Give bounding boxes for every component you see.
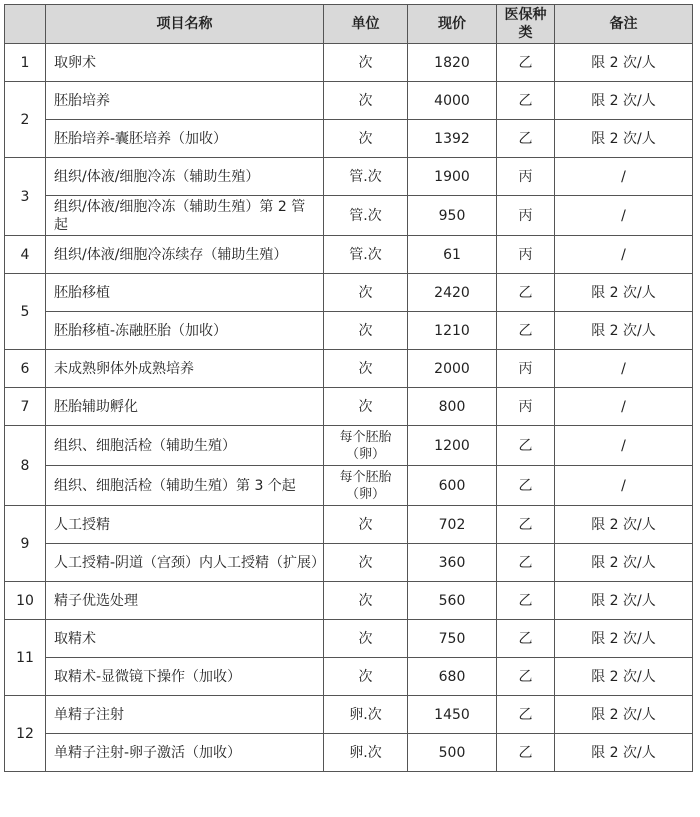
- insurance-type-cell: 乙: [497, 44, 555, 82]
- insurance-type-cell: 乙: [497, 466, 555, 506]
- note-cell: /: [555, 196, 693, 236]
- item-name-cell: 组织/体液/细胞冷冻续存（辅助生殖）: [46, 236, 324, 274]
- header-price: 现价: [408, 5, 497, 44]
- item-name-cell: 取精术: [46, 620, 324, 658]
- header-insurance: 医保种类: [497, 5, 555, 44]
- unit-cell: 次: [324, 582, 408, 620]
- note-cell: /: [555, 466, 693, 506]
- item-name-cell: 单精子注射-卵子激活（加收）: [46, 734, 324, 772]
- table-row: [5, 44, 693, 82]
- table-row: [5, 426, 693, 466]
- item-name-cell: 组织/体液/细胞冷冻（辅助生殖）第 2 管起: [46, 196, 324, 236]
- note-cell: 限 2 次/人: [555, 658, 693, 696]
- item-name-cell: 精子优选处理: [46, 582, 324, 620]
- table-row: [5, 506, 693, 544]
- header-unit: 单位: [324, 5, 408, 44]
- table-row: [5, 466, 693, 506]
- row-number: 9: [5, 506, 46, 582]
- item-name-cell: 组织/体液/细胞冷冻（辅助生殖）: [46, 158, 324, 196]
- note-cell: 限 2 次/人: [555, 734, 693, 772]
- insurance-type-cell: 丙: [497, 350, 555, 388]
- row-number: 1: [5, 44, 46, 82]
- header-row: [5, 5, 693, 44]
- insurance-type-cell: 乙: [497, 620, 555, 658]
- table-row: [5, 82, 693, 120]
- unit-cell: 管.次: [324, 236, 408, 274]
- note-cell: 限 2 次/人: [555, 544, 693, 582]
- unit-cell: 卵.次: [324, 734, 408, 772]
- unit-cell: 次: [324, 544, 408, 582]
- insurance-type-cell: 丙: [497, 236, 555, 274]
- insurance-type-cell: 乙: [497, 658, 555, 696]
- note-cell: 限 2 次/人: [555, 696, 693, 734]
- unit-cell: 次: [324, 350, 408, 388]
- unit-cell: 卵.次: [324, 696, 408, 734]
- insurance-type-cell: 乙: [497, 312, 555, 350]
- note-cell: 限 2 次/人: [555, 582, 693, 620]
- price-cell: 1200: [408, 426, 497, 466]
- insurance-type-cell: 乙: [497, 544, 555, 582]
- row-number: 7: [5, 388, 46, 426]
- table-row: [5, 350, 693, 388]
- price-cell: 702: [408, 506, 497, 544]
- note-cell: /: [555, 426, 693, 466]
- note-cell: /: [555, 350, 693, 388]
- insurance-type-cell: 乙: [497, 506, 555, 544]
- item-name-cell: 胚胎培养: [46, 82, 324, 120]
- price-cell: 1900: [408, 158, 497, 196]
- row-number: 11: [5, 620, 46, 696]
- price-cell: 750: [408, 620, 497, 658]
- insurance-type-cell: 丙: [497, 196, 555, 236]
- insurance-type-cell: 丙: [497, 158, 555, 196]
- header-name: 项目名称: [46, 5, 324, 44]
- price-cell: 1210: [408, 312, 497, 350]
- price-cell: 4000: [408, 82, 497, 120]
- price-cell: 61: [408, 236, 497, 274]
- note-cell: 限 2 次/人: [555, 44, 693, 82]
- price-cell: 1820: [408, 44, 497, 82]
- table-row: [5, 274, 693, 312]
- price-cell: 360: [408, 544, 497, 582]
- unit-cell: 次: [324, 506, 408, 544]
- table-body: [5, 44, 693, 772]
- unit-cell: 管.次: [324, 196, 408, 236]
- note-cell: 限 2 次/人: [555, 274, 693, 312]
- table-row: [5, 544, 693, 582]
- row-number: 6: [5, 350, 46, 388]
- price-cell: 1450: [408, 696, 497, 734]
- price-cell: 2420: [408, 274, 497, 312]
- note-cell: 限 2 次/人: [555, 82, 693, 120]
- insurance-type-cell: 乙: [497, 734, 555, 772]
- unit-cell: 次: [324, 44, 408, 82]
- row-number: 2: [5, 82, 46, 158]
- item-name-cell: 人工授精-阴道（宫颈）内人工授精（扩展）: [46, 544, 324, 582]
- row-number: 4: [5, 236, 46, 274]
- price-cell: 560: [408, 582, 497, 620]
- unit-cell: 次: [324, 82, 408, 120]
- insurance-type-cell: 乙: [497, 274, 555, 312]
- table-row: [5, 582, 693, 620]
- row-number: 3: [5, 158, 46, 236]
- note-cell: 限 2 次/人: [555, 120, 693, 158]
- table-row: [5, 658, 693, 696]
- item-name-cell: 取卵术: [46, 44, 324, 82]
- row-number: 8: [5, 426, 46, 506]
- row-number: 12: [5, 696, 46, 772]
- insurance-type-cell: 丙: [497, 388, 555, 426]
- item-name-cell: 胚胎移植: [46, 274, 324, 312]
- note-cell: 限 2 次/人: [555, 620, 693, 658]
- table-row: [5, 196, 693, 236]
- insurance-type-cell: 乙: [497, 426, 555, 466]
- insurance-type-cell: 乙: [497, 82, 555, 120]
- fee-table: [4, 4, 693, 772]
- note-cell: /: [555, 388, 693, 426]
- unit-cell: 次: [324, 120, 408, 158]
- note-cell: /: [555, 236, 693, 274]
- table-row: [5, 120, 693, 158]
- note-cell: 限 2 次/人: [555, 506, 693, 544]
- item-name-cell: 组织、细胞活检（辅助生殖）第 3 个起: [46, 466, 324, 506]
- unit-cell: 次: [324, 388, 408, 426]
- header-note: 备注: [555, 5, 693, 44]
- item-name-cell: 胚胎培养-囊胚培养（加收）: [46, 120, 324, 158]
- insurance-type-cell: 乙: [497, 696, 555, 734]
- note-cell: 限 2 次/人: [555, 312, 693, 350]
- item-name-cell: 单精子注射: [46, 696, 324, 734]
- table-row: [5, 388, 693, 426]
- insurance-type-cell: 乙: [497, 582, 555, 620]
- table-row: [5, 620, 693, 658]
- price-cell: 950: [408, 196, 497, 236]
- unit-cell: 次: [324, 620, 408, 658]
- item-name-cell: 胚胎辅助孵化: [46, 388, 324, 426]
- price-cell: 1392: [408, 120, 497, 158]
- header-index: [5, 5, 46, 44]
- unit-cell: 管.次: [324, 158, 408, 196]
- unit-cell: 次: [324, 312, 408, 350]
- item-name-cell: 取精术-显微镜下操作（加收）: [46, 658, 324, 696]
- table-row: [5, 696, 693, 734]
- table-row: [5, 312, 693, 350]
- row-number: 10: [5, 582, 46, 620]
- unit-cell: 每个胚胎（卵）: [324, 426, 408, 466]
- note-cell: /: [555, 158, 693, 196]
- row-number: 5: [5, 274, 46, 350]
- price-cell: 680: [408, 658, 497, 696]
- item-name-cell: 组织、细胞活检（辅助生殖）: [46, 426, 324, 466]
- table-row: [5, 236, 693, 274]
- item-name-cell: 未成熟卵体外成熟培养: [46, 350, 324, 388]
- unit-cell: 次: [324, 658, 408, 696]
- item-name-cell: 人工授精: [46, 506, 324, 544]
- item-name-cell: 胚胎移植-冻融胚胎（加收）: [46, 312, 324, 350]
- table-row: [5, 734, 693, 772]
- price-cell: 800: [408, 388, 497, 426]
- unit-cell: 次: [324, 274, 408, 312]
- price-cell: 500: [408, 734, 497, 772]
- insurance-type-cell: 乙: [497, 120, 555, 158]
- price-cell: 600: [408, 466, 497, 506]
- table-row: [5, 158, 693, 196]
- price-cell: 2000: [408, 350, 497, 388]
- unit-cell: 每个胚胎（卵）: [324, 466, 408, 506]
